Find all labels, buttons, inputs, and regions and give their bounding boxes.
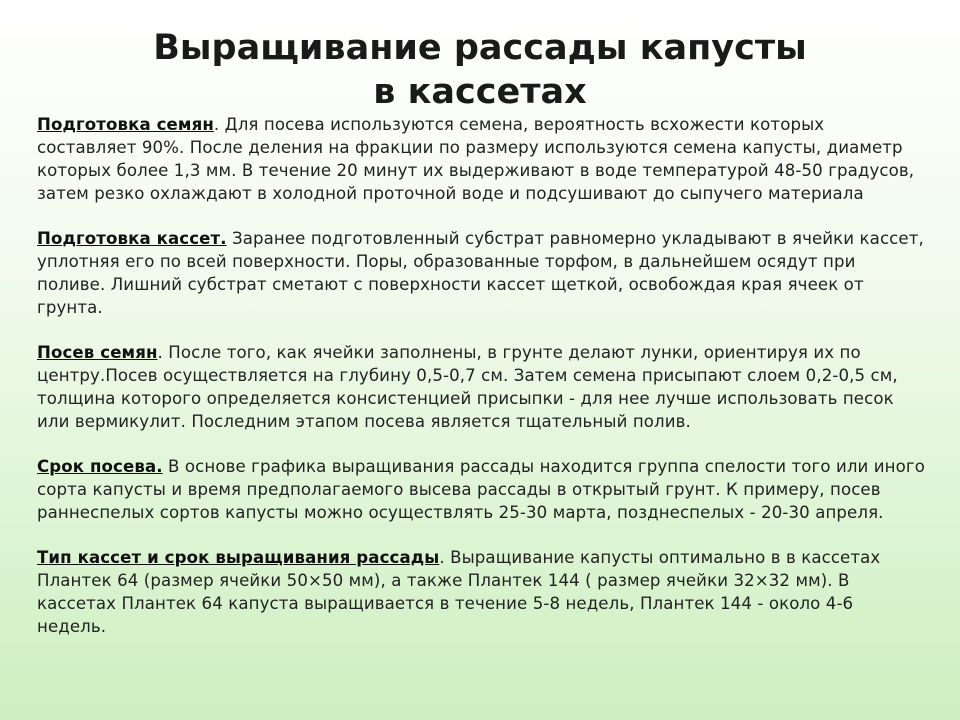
title-line-2: в кассетах: [373, 72, 587, 112]
section-heading: Срок посева.: [37, 457, 163, 476]
section-text: Выращивание капусты оптимально в в кассетах Плантек 64 (размер ячейки 50×50 мм), а также Плантек 144 ( размер ячейки 32×32 мм). В кассетах Плантек 64 капуста выращивается в течение 5-8 недель, Плантек 144 - около 4-6 недель.: [37, 548, 881, 636]
section-heading-suffix: .: [439, 548, 445, 567]
content-body: [37, 113, 927, 660]
section-text: После того, как ячейки заполнены, в грунте делают лунки, ориентируя их по центру.Посев осуществляется на глубину 0,5-0,7 см. Затем семена присыпают слоем 0,2-0,5 см, толщина которого определяется консистенцией присыпки - для нее лучше использовать песок или вермикулит. Последним этапом посева является тщательный полив.: [37, 343, 898, 431]
title-line-1: Выращивание рассады капусты: [153, 28, 807, 68]
section-sowing-time: [37, 455, 927, 524]
section-heading: Подготовка семян: [37, 115, 214, 134]
slide-title: [0, 26, 960, 114]
section-sowing: [37, 341, 927, 433]
section-cassette-preparation: [37, 227, 927, 319]
section-text: В основе графика выращивания рассады находится группа спелости того или иного сорта капусты и время предполагаемого высева рассады в открытый грунт. К примеру, посев раннеспелых сортов капусты можно осуществлять 25-30 марта, позднеспелых - 20-30 апреля.: [37, 457, 925, 522]
section-heading: Тип кассет и срок выращивания рассады: [37, 548, 440, 567]
section-heading-suffix: .: [157, 343, 163, 362]
section-heading: Подготовка кассет.: [37, 229, 227, 248]
section-text: Заранее подготовленный субстрат равномерно укладывают в ячейки кассет, уплотняя его по всей поверхности. Поры, образованные торфом, в дальнейшем осядут при поливе. Лишний субстрат сметают с поверхности кассет щеткой, освобождая края ячеек от грунта.: [37, 229, 924, 317]
section-text: Для посева используются семена, вероятность всхожести которых составляет 90%. После деления на фракции по размеру используются семена капусты, диаметр которых более 1,3 мм. В течение 20 минут их выдерживают в воде температурой 48-50 градусов, затем резко охлаждают в холодной проточной воде и подсушивают до сыпучего материала: [37, 115, 915, 203]
section-seed-preparation: [37, 113, 927, 205]
section-heading: Посев семян: [37, 343, 158, 362]
section-cassette-type: [37, 546, 927, 638]
section-heading-suffix: .: [213, 115, 220, 134]
